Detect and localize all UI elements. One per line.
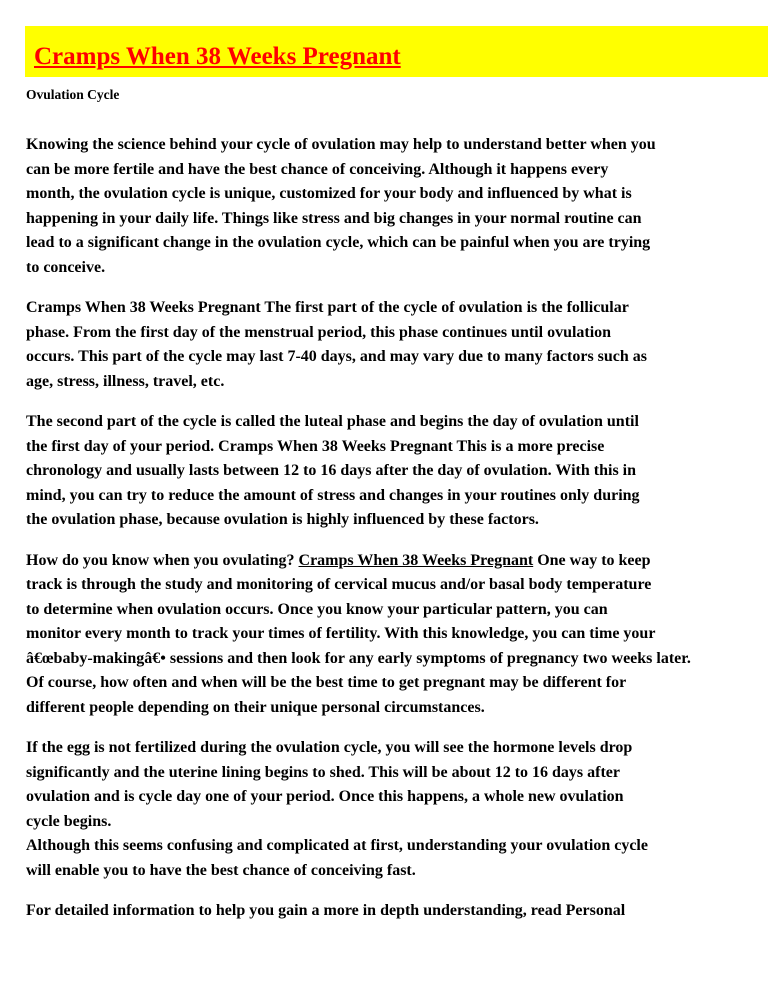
title-banner — [25, 26, 768, 77]
paragraph-text: How do you know when you ovulating? — [26, 551, 299, 569]
section-subtitle: Ovulation Cycle — [26, 87, 120, 102]
paragraph-line: â€œbaby-makingâ€• sessions and then look for any early symptoms of pregnancy two weeks later. — [26, 649, 691, 667]
paragraph-line: happening in your daily life. Things like stress and big changes in your normal routine can — [26, 209, 642, 227]
paragraph-line: chronology and usually lasts between 12 to 16 days after the day of ovulation. With this in — [26, 462, 637, 479]
paragraph-line: to conceive. — [26, 258, 106, 276]
paragraph-6 — [26, 899, 768, 924]
paragraph-line: Of course, how often and when will be the best time to get pregnant may be different for — [26, 674, 627, 691]
paragraph-line: If the egg is not fertilized during the ovulation cycle, you will see the hormone levels drop — [26, 739, 633, 756]
paragraph-line: Cramps When 38 Weeks Pregnant The first part of the cycle of ovulation is the follicular — [26, 299, 629, 316]
paragraph-1 — [26, 133, 768, 280]
paragraph-5 — [26, 736, 768, 883]
paragraph-line: to determine when ovulation occurs. Once you know your particular pattern, you can — [26, 600, 608, 618]
paragraph-line: can be more fertile and have the best chance of conceiving. Although it happens every — [26, 160, 609, 178]
paragraph-line: lead to a significant change in the ovulation cycle, which can be painful when you are trying — [26, 234, 651, 251]
paragraph-line: Knowing the science behind your cycle of ovulation may help to understand better when you — [26, 136, 656, 153]
paragraph-line: occurs. This part of the cycle may last 7-40 days, and may vary due to many factors such as — [26, 348, 648, 365]
paragraph-line: the ovulation phase, because ovulation is highly influenced by these factors. — [26, 511, 539, 528]
paragraph-line: different people depending on their unique personal circumstances. — [26, 698, 485, 716]
paragraph-line: the first day of your period. Cramps When 38 Weeks Pregnant This is a more precise — [26, 437, 605, 455]
paragraph-line: Although this seems confusing and complicated at first, understanding your ovulation cycle — [26, 837, 648, 854]
paragraph-line: track is through the study and monitoring of cervical mucus and/or basal body temperature — [26, 576, 652, 593]
title-link[interactable]: Cramps When 38 Weeks Pregnant — [298, 551, 534, 569]
paragraph-line-with-link — [26, 549, 768, 574]
paragraph-line: significantly and the uterine lining begins to shed. This will be about 12 to 16 days after — [26, 763, 620, 781]
paragraph-line: month, the ovulation cycle is unique, customized for your body and influenced by what is — [26, 185, 632, 202]
paragraph-line: phase. From the first day of the menstrual period, this phase continues until ovulation — [26, 323, 612, 341]
paragraph-line: monitor every month to track your times of fertility. With this knowledge, you can time your — [26, 625, 656, 642]
paragraph-line: mind, you can try to reduce the amount of stress and changes in your routines only during — [26, 486, 640, 504]
paragraph-line: For detailed information to help you gain a more in depth understanding, read Personal — [26, 902, 626, 919]
paragraph-2 — [26, 296, 768, 394]
paragraph-line: The second part of the cycle is called the luteal phase and begins the day of ovulation until — [26, 413, 639, 430]
paragraph-3 — [26, 410, 768, 533]
paragraph-text: One way to keep — [533, 551, 651, 569]
paragraph-line: cycle begins. — [26, 812, 112, 830]
paragraph-line: ovulation and is cycle day one of your period. Once this happens, a whole new ovulation — [26, 788, 624, 805]
article-body — [26, 133, 768, 940]
paragraph-line: age, stress, illness, travel, etc. — [26, 372, 225, 390]
page-title[interactable]: Cramps When 38 Weeks Pregnant — [34, 43, 401, 70]
paragraph-4 — [26, 549, 768, 721]
paragraph-line: will enable you to have the best chance of conceiving fast. — [26, 861, 416, 879]
